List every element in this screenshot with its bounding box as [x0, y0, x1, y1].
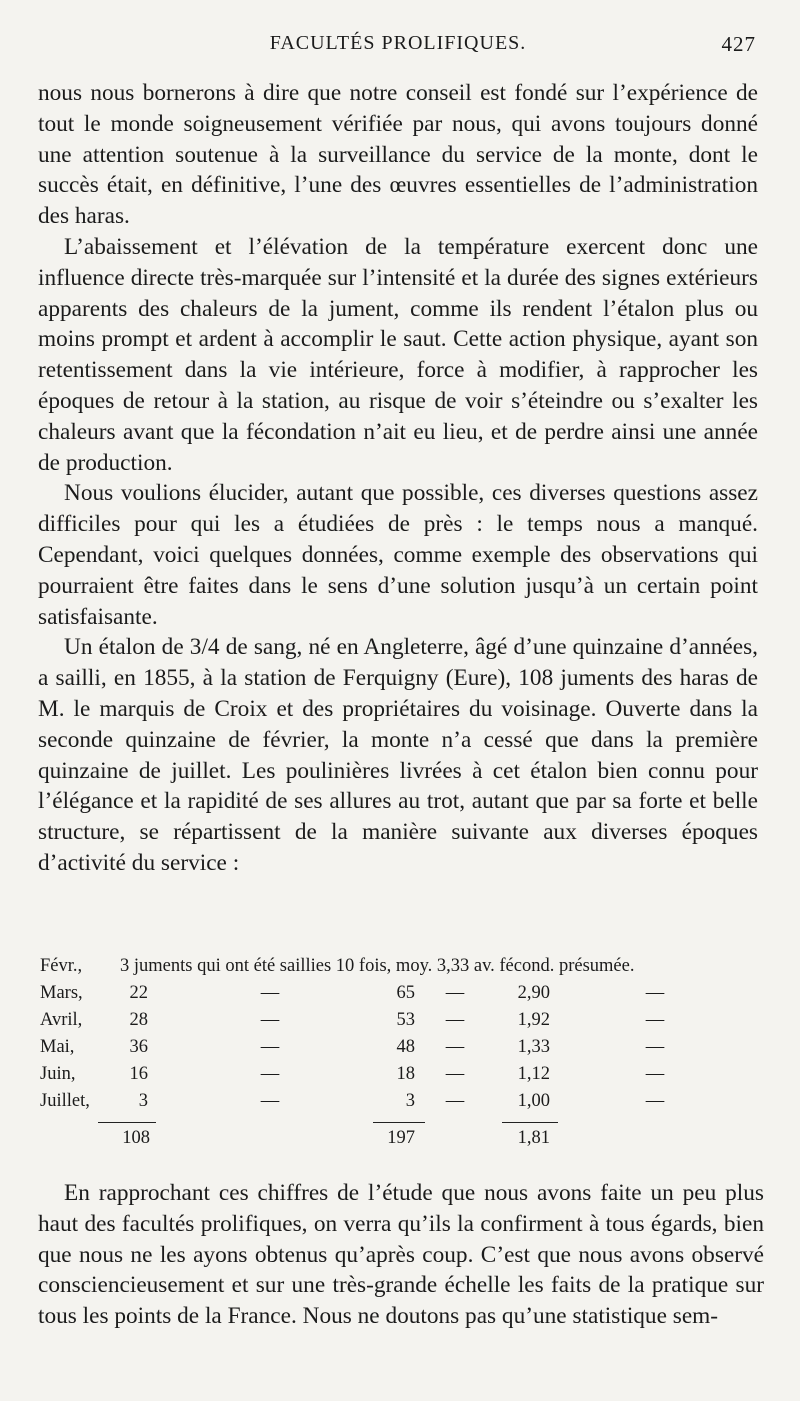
dash: —	[445, 1091, 465, 1111]
dash: —	[260, 1064, 280, 1084]
month-label: Juin,	[40, 1064, 76, 1084]
mare-count: 36	[129, 1037, 148, 1057]
dash: —	[445, 983, 465, 1003]
table-row	[40, 1091, 762, 1118]
paragraph-4: Un étalon de 3/4 de sang, né en Angleterre, âgé d’une quinzaine d’années, a sailli, en 1855, à la station de Ferquigny (Eure), 108 juments des haras de M. le marquis de Croix et des propriétaires du voisinage. Ouverte dans la seconde quinzaine de février, la monte n’a cessé que dans la première quinzaine de juillet. Les poulinières livrées à cet étalon bien connu pour l’élégance et la rapidité de ses allures au trot, autant que par sa forte et belle structure, se répartissent de la manière suivante aux diverses époques d’activité du service :	[38, 634, 758, 876]
dash: —	[645, 1037, 665, 1057]
dash: —	[445, 1064, 465, 1084]
average-value: 1,12	[517, 1064, 550, 1084]
dash: —	[260, 983, 280, 1003]
month-label: Avril,	[40, 1010, 83, 1030]
dash: —	[260, 1010, 280, 1030]
table-row-february	[40, 956, 762, 983]
total-rule	[98, 1122, 156, 1123]
running-title: FACULTÉS PROLIFIQUES.	[269, 32, 527, 54]
leap-count: 53	[396, 1010, 415, 1030]
total-count: 108	[122, 1128, 150, 1148]
body-text	[38, 78, 758, 879]
page-number: 427	[721, 32, 756, 56]
total-rule	[373, 1122, 425, 1123]
leap-count: 18	[396, 1064, 415, 1084]
paragraph-2: L’abaissement et l’élévation de la température exercent donc une influence directe très-marquée sur l’intensité et la durée des signes extérieurs apparents des chaleurs de la jument, comme ils rendent l’étalon plus ou moins prompt et ardent à accomplir le saut. Cette action physique, ayant son retentissement dans la vie intérieure, force à modifier, à rapprocher les époques de retour à la station, au risque de voir s’éteindre ou s’exalter les chaleurs avant que la fécondation n’ait eu lieu, et de perdre ainsi une année de production.	[38, 233, 758, 476]
dash: —	[445, 1037, 465, 1057]
paragraph-1: nous nous bornerons à dire que notre conseil est fondé sur l’expérience de tout le monde soigneusement vérifiée par nous, qui avons toujours donné une attention soutenue à la surveillance du service de la monte, dont le succès était, en définitive, l’une des œuvres essentielles de l’administration des haras.	[38, 80, 758, 230]
dash: —	[260, 1037, 280, 1057]
table-row	[40, 1037, 762, 1064]
average-value: 1,00	[517, 1091, 550, 1111]
running-header	[40, 32, 756, 62]
month-label: Juillet,	[40, 1091, 90, 1111]
table-row	[40, 1010, 762, 1037]
average-value: 1,33	[517, 1037, 550, 1057]
month-label: Mars,	[40, 983, 83, 1003]
totals-row	[40, 1118, 762, 1158]
closing-text	[38, 1178, 764, 1332]
table-row	[40, 983, 762, 1010]
mare-count: 16	[129, 1064, 148, 1084]
paragraph-3: Nous voulions élucider, autant que possible, ces diverses questions assez difficiles pour qui les a étudiées de près : le temps nous a manqué. Cependant, voici quelques données, comme exemple des observations qui pourraient être faites dans le sens d’une solution jusqu’à un certain point satisfaisante.	[38, 480, 758, 630]
statistics-table	[40, 956, 762, 1158]
dash: —	[645, 1064, 665, 1084]
mare-count: 3	[138, 1091, 148, 1111]
paragraph-5: En rapprochant ces chiffres de l’étude que nous avons faite un peu plus haut des facultés prolifiques, on verra qu’ils la confirment à tous égards, bien que nous ne les ayons obtenus qu’après coup. C’est que nous avons observé consciencieusement et sur une très-grande échelle les faits de la pratique sur tous les points de la France. Nous ne doutons pas qu’une statistique sem-	[38, 1180, 764, 1330]
dash: —	[260, 1091, 280, 1111]
table-row	[40, 1064, 762, 1091]
total-average: 1,81	[517, 1128, 550, 1148]
average-value: 2,90	[517, 983, 550, 1003]
leap-count: 65	[396, 983, 415, 1003]
month-label: Févr.,	[40, 956, 83, 976]
dash: —	[445, 1010, 465, 1030]
dash: —	[645, 1091, 665, 1111]
total-leaps: 197	[387, 1128, 415, 1148]
total-rule	[502, 1122, 558, 1123]
average-value: 1,92	[517, 1010, 550, 1030]
mare-count: 22	[129, 983, 148, 1003]
dash: —	[645, 1010, 665, 1030]
leap-count: 3	[405, 1091, 415, 1111]
month-label: Mai,	[40, 1037, 75, 1057]
mare-count: 28	[129, 1010, 148, 1030]
leap-count: 48	[396, 1037, 415, 1057]
header-row-text: 3 juments qui ont été saillies 10 fois, moy. 3,33 av. fécond. présumée.	[120, 956, 635, 976]
dash: —	[645, 983, 665, 1003]
